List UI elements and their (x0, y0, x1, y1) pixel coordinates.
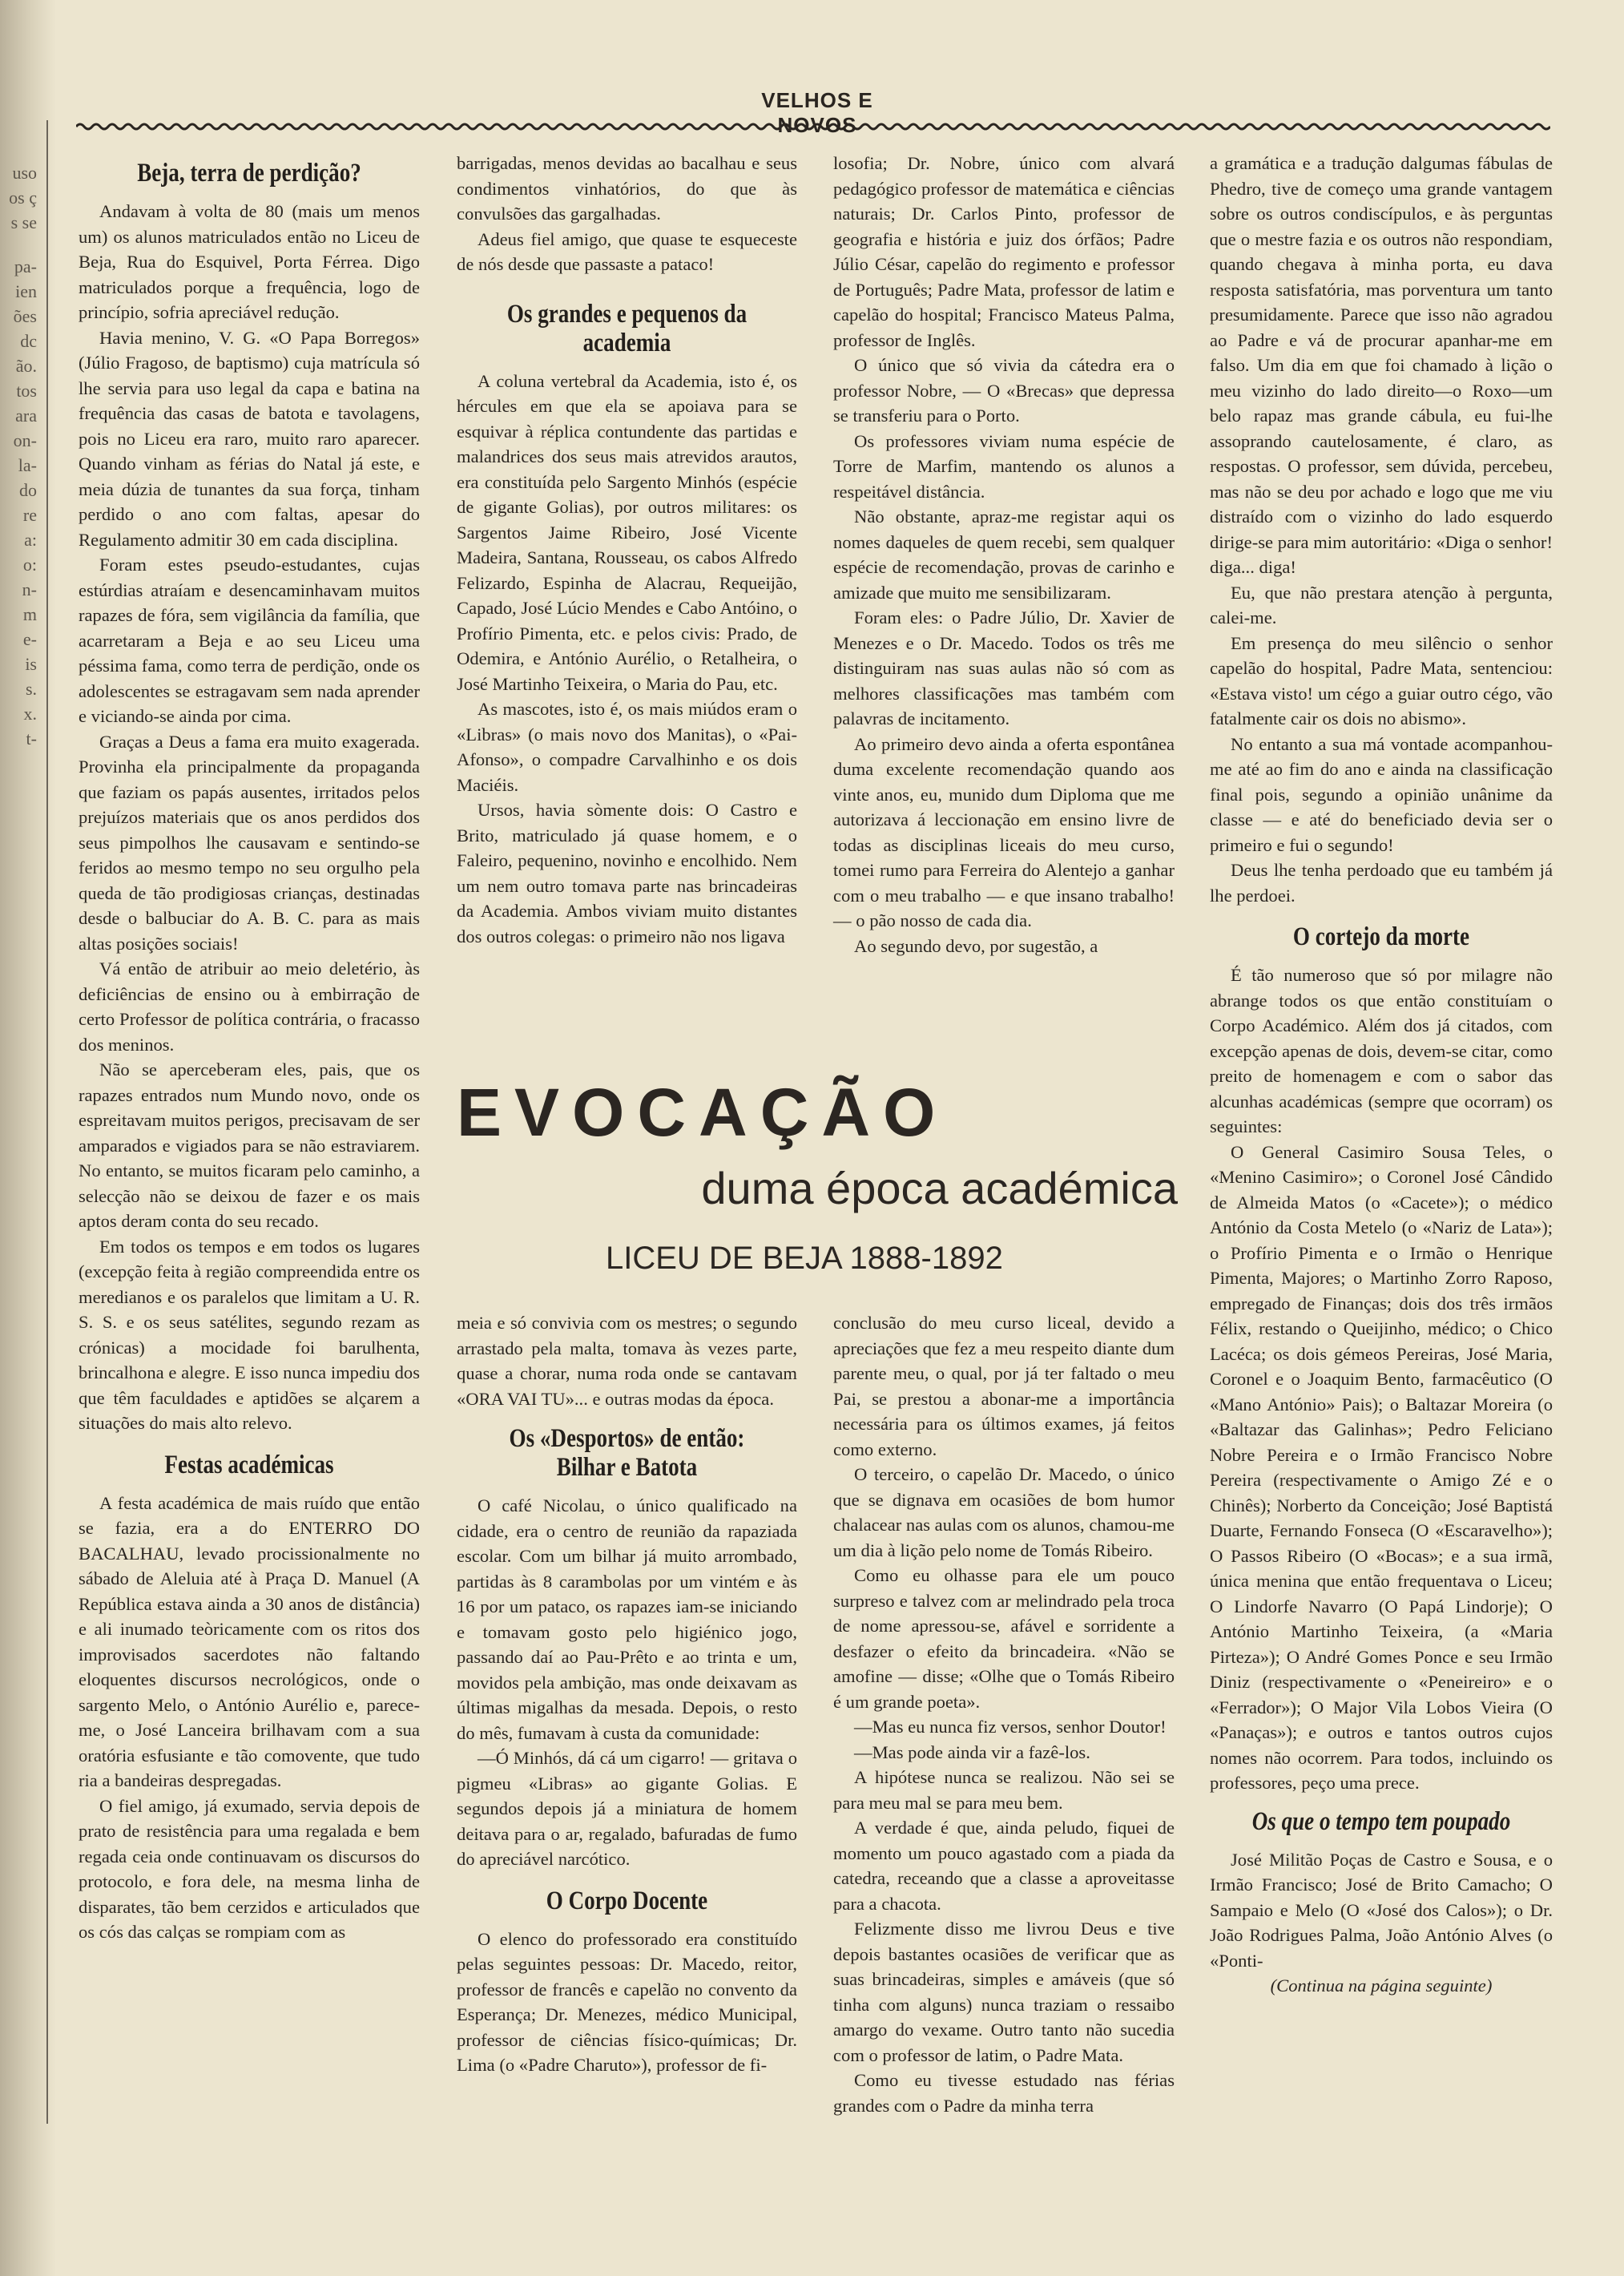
paragraph: Ursos, havia sòmente dois: O Castro e Brito, matriculado já quase homem, e o Faleiro, pequenino, novinho e encolhido. Nem um nem outro tomava parte nas brincadeiras da Academia. Ambos viviam muito distantes dos outros colegas: o primeiro não nos ligava (457, 800, 797, 946)
spine-fragment: on- (13, 430, 37, 450)
paragraph: —Mas eu nunca fiz versos, senhor Doutor! (854, 1717, 1167, 1737)
paragraph: Adeus fiel amigo, que quase te esqueceste de nós desde que passaste a pataco! (457, 228, 797, 274)
paragraph: Ao primeiro devo ainda a oferta espontânea duma excelente recomendação quando aos vinte anos, eu, munido dum Diploma que me autorizava á leccionação em ensino livre de todas as disciplinas liceais do meu curso, tomei rumo para Ferreira do Alentejo a ganhar com o meu trabalho — e que insano trabalho! — o pão nosso de cada dia. (833, 733, 1175, 930)
spine-fragment: s. (25, 679, 37, 699)
paragraph: A verdade é que, ainda peludo, fiquei de momento um pouco agastado com a piada da catedra, receando que a classe a aproveitasse para a chacota. (833, 1818, 1175, 1914)
spine-fragment: dc (20, 331, 37, 351)
paragraph: Como eu olhasse para ele um pouco surpreso e talvez com ar melindrado pela troca de nome apressou-se, afável e sorridente a desfazer o efeito da brincadeira. «Não se amofine — disse; «Olhe que o Tomás Ribeiro é um grande poeta». (833, 1565, 1175, 1712)
paragraph: As mascotes, isto é, os mais miúdos eram o «Libras» (o mais novo dos Manitas), o «Pai-Afonso», o compadre Carvalhinho e os dois Maciéis. (457, 699, 797, 795)
paragraph: a gramática e a tradução dalgumas fábulas de Phedro, tive de começo uma grande vantagem sobre os outros condiscípulos, e às perguntas que o mestre fazia e os outros não respondiam, quando chegava à minha porta, eu dava resposta satisfatória, mas porventura um tanto presumidamente. Parece que isso não agradou ao Padre e vá de procurar apanhar-me em falso. Um dia em que foi chamado à lição o meu vizinho do lado direito—o Roxo—um belo rapaz mas grande cábula, eu fui-lhe assoprando cautelosamente, é claro, as respostas. O professor, sem dúvida, percebeu, mas não se deu por achado e logo que me viu distraído com o vizinho do lado esquerdo dirige-se para mim autoritário: «Diga o senhor! diga... diga! (1210, 153, 1553, 577)
paragraph: Vá então de atribuir ao meio deletério, às deficiências de ensino ou à embirração de certo Professor de política contrária, o fracasso dos meninos. (79, 958, 420, 1055)
paragraph: Havia menino, V. G. «O Papa Borregos» (Júlio Fragoso, de baptismo) cuja matrícula só lhe servia para uso legal da capa e batina na frequência das casas de batota e tavolagens, pois no Liceu era raro, muito raro aparecer. Quando vinham as férias do Natal já este, e meia dúzia de tunantes da sua força, tinham perdido o ano com faltas, apesar do Regulamento admitir 30 em cada disciplina. (79, 327, 420, 550)
spine-fragment: m (22, 604, 37, 624)
paragraph: —Mas pode ainda vir a fazê-los. (854, 1741, 1090, 1762)
spine-fragment: pa- (14, 256, 37, 276)
spine-column-rule (46, 120, 48, 2124)
column-3-bottom (833, 1310, 1175, 2118)
section-heading: Os que o tempo tem poupado (1251, 1806, 1511, 1836)
paragraph: Não obstante, apraz-me registar aqui os nomes daqueles de quem recebi, sem qualquer espécie de recomendação, provas de carinho e amizade que muito me sensibilizaram. (833, 506, 1175, 603)
spine-fragment: a: (24, 530, 37, 550)
paragraph: O terceiro, o capelão Dr. Macedo, o único que se dignava em ocasiões de bom humor chalacear nas aulas com os alunos, chamou-me um dia à lição pelo nome de Tomás Ribeiro. (833, 1464, 1175, 1560)
paragraph: No entanto a sua má vontade acompanhou-me até ao fim do ano e ainda na classificação final pois, segundo a opinião unânime da classe — e até do beneficiado devia ser o primeiro e fui o segundo! (1210, 733, 1553, 855)
paragraph: Não se aperceberam eles, pais, que os rapazes entrados num Mundo novo, onde os espreitavam muitos perigos, precisavam de ser amparados e vigiados para se não estraviarem. No entanto, se muitos ficaram pelo caminho, a selecção não se deixou de fazer e os mais aptos deram conta do seu recado. (79, 1059, 420, 1231)
paragraph: losofia; Dr. Nobre, único com alvará pedagógico professor de matemática e ciências naturais; Dr. Carlos Pinto, professor de geografia e história e juiz dos órfãos; Padre Júlio César, capelão do regimento e professor de Português; Padre Mata, professor de latim e capelão do hospital; Francisco Mateus Palma, professor de Inglês. (833, 153, 1175, 350)
paragraph: —Ó Minhós, dá cá um cigarro! — gritava o pigmeu «Libras» ao gigante Golias. E segundos depois já a miniatura de homem deitava para o ar, regalado, bafuradas de fumo do apreciável narcótico. (457, 1748, 797, 1869)
paragraph: Como eu tivesse estudado nas férias grandes com o Padre da minha terra (833, 2070, 1175, 2116)
paragraph: conclusão do meu curso liceal, devido a apreciações que fez a meu respeito diante dum parente meu, o qual, por já ter faltado o meu Pai, se prestou a abonar-me a importância necessária para os últimos exames, já feitos como externo. (833, 1313, 1175, 1459)
article-subtitle: duma época académica (701, 1163, 1178, 1213)
paragraph: José Militão Poças de Castro e Sousa, e o Irmão Francisco; José de Brito Camacho; O Sampaio e Melo (O «José dos Calos»); o Dr. João Rodrigues Palma, João António Alves (o «Ponti- (1210, 1849, 1553, 1971)
paragraph: Foram eles: o Padre Júlio, Dr. Xavier de Menezes e o Dr. Macedo. Todos os três me distinguiram nas suas aulas não só com as melhores classificações mas também com palavras de incitamento. (833, 607, 1175, 728)
spine-fragment: e- (22, 629, 37, 649)
spine-fragment: is (25, 654, 37, 674)
spine-fragment: ões (13, 306, 37, 326)
column-2-top (457, 151, 797, 949)
spine-fragment: tos (16, 381, 37, 401)
paragraph: Deus lhe tenha perdoado que eu também já lhe perdoei. (1210, 860, 1553, 906)
paragraph: A festa académica de mais ruído que então se fazia, era a do ENTERRO DO BACALHAU, levado procissionalmente no sábado de Aleluia até à Praça D. Manuel (A República estava ainda a 30 anos de distância) e ali inumado teòricamente com os ritos dos improvisados sacerdotes não faltando eloquentes discursos necrológicos, onde o sargento Melo, o António Aurélio e, parece-me, o José Lanceira brilhavam com a sua oratória esfusiante e tão comovente, que tudo ria a bandeiras despregadas. (79, 1492, 420, 1790)
column-4 (1210, 151, 1553, 1999)
column-3-top (833, 151, 1175, 958)
paragraph: O único que só vivia da cátedra era o professor Nobre, — O «Brecas» que depressa se transferiu para o Porto. (833, 355, 1175, 426)
paragraph: O café Nicolau, o único qualificado na cidade, era o centro de reunião da rapaziada escolar. Com um bilhar já muito arrombado, partidas às 8 carambolas por um vintém e às 16 por um pataco, os rapazes iam-se iniciando e tomavam gosto pelo higiénico jogo, passando daí ao Pau-Prêto e ao trinta e um, movidos pela ambição, mas onde deixavam as últimas migalhas da mesada. Depois, o resto do mês, fumavam à custa da comunidade: (457, 1495, 797, 1743)
paragraph: Ao segundo devo, por sugestão, a (854, 935, 1098, 956)
paragraph: A coluna vertebral da Academia, isto é, os hércules em que ela se apoiava para se esquivar à réplica contundente das partidas e malandrices dos seus mais atrevidos arautos, era constituída pelo Sargento Minhós (espécie de gigante Golias), por outros militares: os Sargentos Jaime Ribeiro, José Vicente Madeira, Santana, Rousseau, os cabos Alfredo Felizardo, Espinha de Alacrau, Requeijão, Capado, José Lúcio Mendes e Cabo Antóino, o Profírio Pimenta, etc. e pelos civis: Prado, de Odemira, e António Aurélio, o Retalheira, o José Martinho Teixeira, o Maria do Pau, etc. (457, 370, 797, 694)
spine-fragment: ien (15, 281, 37, 301)
spine-fragment: s se (10, 212, 37, 232)
spine-fragment: do (19, 480, 37, 500)
section-heading: Festas académicas (164, 1450, 334, 1479)
paragraph: barrigadas, menos devidas ao bacalhau e seus condimentos vinhatórios, do que às convulsões das gargalhadas. (457, 153, 797, 224)
paragraph: Eu, que não prestara atenção à pergunta, calei-me. (1210, 582, 1553, 628)
article-title: EVOCAÇÃO (457, 1075, 949, 1150)
paragraph: Andavam à volta de 80 (mais um menos um) os alunos matriculados então no Liceu de Beja, Rua do Esquivel, Porta Férrea. Digo matriculados porque a frequência, logo de princípio, sofria apreciável redução. (79, 201, 420, 322)
spine-fragment: ão. (15, 356, 37, 376)
paragraph: O General Casimiro Sousa Teles, o «Menino Casimiro»; o Coronel José Cândido de Almeida Matos (o «Cacete»); o médico António da Costa Metelo (o «Nariz de Lata»); o Profírio Pimenta e o Irmão o Henrique Pimenta, Majores; o Martinho Zorro Raposo, empregado de Finanças; dois dos três irmãos Félix, restando o Queijinho, médico; o Chico Lacéca; os dois gémeos Pereiras, José Maria, Coronel e o Joaquim Bento, farmacêutico (O «Mano António» Pais); o Baltazar Moreira (o «Baltazar das Galinhas»; Pedro Feliciano Nobre Pereira e o Irmão Francisco Nobre Pereira (respectivamente o Amigo Zé e o Chinês); Norberto da Conceição; José Baptistá Duarte, Fernando Fonseca (O «Escaravelho»); O Passos Ribeiro (O «Bocas»; e a sua irmã, única menina que então frequentava o Liceu; O Lindorfe Navarro (O Papá Lindorje); O António Martinho Teixeira, (a «Maria Pirteza»); O André Gomes Ponce e seu Irmão Diniz (respectivamente o «Peneireiro» e o «Ferrador»); O Major Vila Lobos Vieira (O «Panaças»); e outros e tantos outros cujos nomes não ocorrem. Para todos, incluindo os professores, peço uma prece. (1210, 1141, 1553, 1793)
column-2-bottom (457, 1310, 797, 2078)
spine-text-fragments (3, 160, 42, 751)
continuation-note: (Continua na página seguinte) (1270, 1975, 1493, 1996)
paragraph: Felizmente disso me livrou Deus e tive depois bastantes ocasiões de verificar que as suas brincadeiras, simples e amáveis (que só tinha com alguns) nunca traziam o ressaibo amargo do vexame. Outro tanto não sucedia com o professor de latim, o Padre Mata. (833, 1919, 1175, 2065)
section-heading: Os grandes e pequenos da academia (506, 299, 748, 357)
spine-fragment: la- (18, 455, 37, 475)
section-heading: O Corpo Docente (546, 1886, 708, 1915)
spine-fragment: t- (26, 728, 37, 749)
paragraph: A hipótese nunca se realizou. Não sei se para meu mal se para meu bem. (833, 1767, 1175, 1813)
section-heading: O cortejo da morte (1292, 922, 1470, 951)
spine-fragment: ara (15, 406, 37, 426)
paragraph: O elenco do professorado era constituído pelas seguintes pessoas: Dr. Macedo, reitor, professor de francês e capelão no convento da Esperança; Dr. Menezes, médico Municipal, professor de ciências físico-químicas; Dr. Lima (o «Padre Charuto»), professor de fi- (457, 1928, 797, 2075)
section-heading: Beja, terra de perdição? (137, 159, 361, 188)
paragraph: meia e só convivia com os mestres; o segundo arrastado pela malta, tomava às vezes parte, quase a chorar, numa roda onde se cantavam «ORA VAI TU»... e outras modas da época. (457, 1313, 797, 1409)
paragraph: Em todos os tempos e em todos os lugares (excepção feita à região compreendida entre os meredianos e os paralelos que limitam a U. R. S. S. e os seus satélites, segundo rezam as crónicas) a mocidade foi barulhenta, brincalhona e alegre. E isso nunca impediu dos que têm faculdades e aptidões se alçarem a situações do mais alto relevo. (79, 1236, 420, 1433)
spine-fragment: o: (22, 555, 37, 575)
spine-fragment: re (22, 505, 37, 525)
spine-fragment: os ç (9, 188, 37, 208)
header-wavy-rule (76, 119, 1550, 135)
paragraph: Em presença do meu silêncio o senhor capelão do hospital, Padre Mata, sentenciou: «Estava visto! um cégo a guiar outro cégo, vão fatalmente cair os dois no abismo». (1210, 632, 1553, 728)
section-heading: Os «Desportos» de então: Bilhar e Batota (509, 1424, 745, 1482)
column-1 (79, 151, 420, 1945)
paragraph: Foram estes pseudo-estudantes, cujas estúrdias atraíam e desencaminhavam muitos rapazes de fóra, sem vigilância da família, que acarretaram a Beja e ao seu Liceu uma péssima fama, como terra de perdição, onde os adolescentes se estragavam sem nada aprender e viciando-se ainda por cima. (79, 555, 420, 726)
page-header-title: VELHOS E NOVOS (761, 88, 873, 137)
spine-fragment: x. (23, 704, 37, 724)
spine-fragment: uso (12, 163, 37, 183)
paragraph: Os professores viviam numa espécie de Torre de Marfim, mantendo os alunos a respeitável distância. (833, 430, 1175, 502)
paragraph: É tão numeroso que só por milagre não abrange todos os que então constituíam o Corpo Académico. Além dos já citados, com excepção apenas de dois, devem-se citar, como preito de homenagem e com o sabor das alcunhas académicas (sempre que ocorram) os seguintes: (1210, 965, 1553, 1136)
spine-fragment: n- (22, 579, 37, 599)
page-spine-shadow (0, 0, 56, 2276)
paragraph: Graças a Deus a fama era muito exagerada. Provinha ela principalmente da propaganda que faziam os papás ausentes, irritados pelos prejuízos materiais que os anos perdidos dos seus pimpolhos lhe causavam e sentindo-se feridos ao mesmo tempo no seu orgulho pela queda de tão prodigiosas crianças, destinadas desde o balbuciar do A. B. C. para as mais altas posições sociais! (79, 731, 420, 954)
article-kicker: LICEU DE BEJA 1888-1892 (606, 1241, 1003, 1276)
paragraph: O fiel amigo, já exumado, servia depois de prato de resistência para uma regalada e bem regada ceia onde continuavam os discursos do protocolo, e fora dele, na mesma linha de disparates, tão bem cerzidos e articulados que os cós das calças se rompiam com as (79, 1795, 420, 1942)
